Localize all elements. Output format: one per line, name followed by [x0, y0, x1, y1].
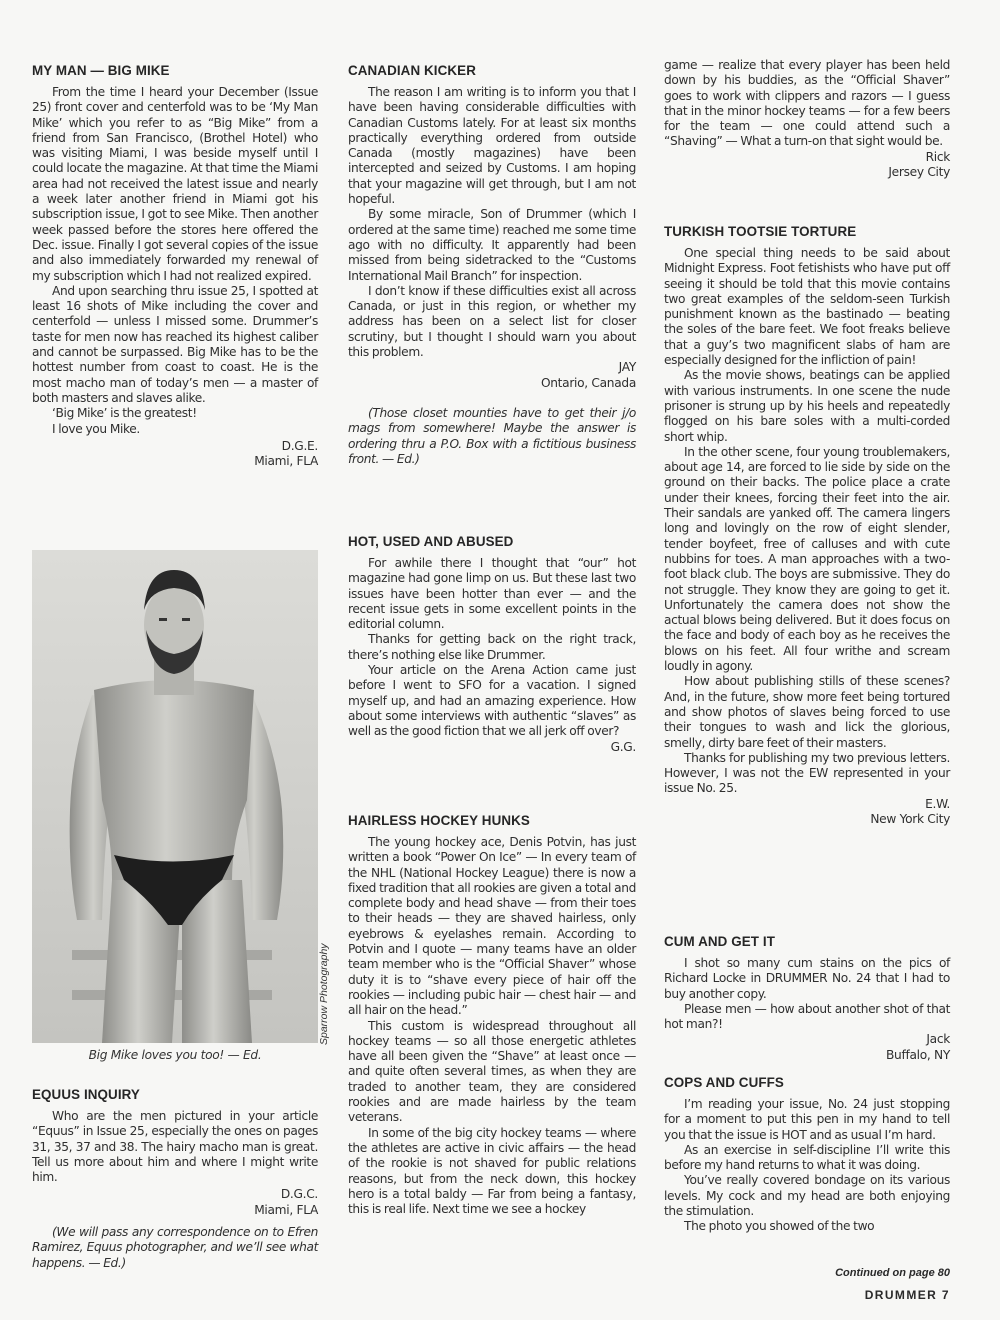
- letter-paragraph: Please men — how about another shot of that hot man?!: [664, 1001, 950, 1032]
- photo-caption-wrap: [32, 1048, 318, 1062]
- letter-paragraph: Your article on the Arena Action came just before I went to SFO for a vacation. I signed myself up, and had an amazing experience. How about some interviews with authentic “slaves” as well as the good fiction that we all jerk off over?: [348, 663, 636, 739]
- letter-paragraph: From the time I heard your December (Issue 25) front cover and centerfold was to be ‘My Man Mike’ which you refer to as “Big Mike” from a friend from San Francisco, (Brothel Hotel) who was visiting Miami, I was beside myself until I could locate the magazine. At that time the Miami area had not received the latest issue and nearly a week later another friend in Miami got his subscription issue, I got to see Mike. Then another week passed before the stores here offered the Dec. issue. Finally I got several copies of the issue and also immediately forwarded my renewal of my subscription which I had not realized expired.: [32, 85, 318, 283]
- letter-signature: Jack: [926, 1032, 950, 1047]
- letter-signature: G.G.: [610, 739, 636, 754]
- eye: [159, 618, 167, 621]
- letter-signature: JAY: [618, 360, 636, 375]
- letter-paragraph: The young hockey ace, Denis Potvin, has just written a book “Power On Ice” — In every team of the NHL (National Hockey League) there is now a fixed tradition that all rookies are given a total and complete body and head shave — from their toes to their heads — they are shaved hairless, only eyebrows & eyelashes remain. According to Potvin and I quote — many teams have an older team member who is the “Official Shaver” whose duty it is to “shave every piece of hair off the rookies — including pubic hair — chest hair — and all hair on the head.”: [348, 835, 636, 1018]
- letter-paragraph: The photo you showed of the two: [684, 1219, 875, 1234]
- letter-hot-used-and-abused: [348, 534, 636, 755]
- letter-paragraph: You’ve really covered bondage on its various levels. My cock and my head are both enjoying the stimulation.: [664, 1173, 950, 1219]
- letter-paragraph: The reason I am writing is to inform you that I have been having considerable difficulties with Canadian Customs lately. For at least six months practically everything ordered from outside Canada (mostly magazines) have been intercepted and seized by Customs. I am hoping that your magazine will get through, but I am not hopeful.: [348, 85, 636, 207]
- letter-paragraph: This custom is widespread throughout all hockey teams — so all those energetic athletes have all been given the “Shave” at least once — and quite often several times, as when they are traded to another team, they are considered rookies and are made hairless by the team veterans.: [348, 1018, 636, 1125]
- letter-paragraph: Who are the men pictured in your article “Equus” in Issue 25, especially the ones on pages 31, 35, 37 and 38. The hairy macho man is great. Tell us more about him and where I might write him.: [32, 1109, 318, 1185]
- letter-paragraph: How about publishing stills of these scenes? And, in the future, show more feet being tortured and show photos of slaves being forced to use their tongues to wash and lick the glorious, smelly, dirty bare feet of their masters.: [664, 674, 950, 750]
- letter-cum-and-get-it: [664, 934, 950, 1063]
- letter-paragraph: One special thing needs to be said about Midnight Express. Foot fetishists who have put off seeing it should be told that this movie contains two great examples of the seldom-seen Turkish punishment known as the bastinado — beating the soles of the bare feet. We foot freaks believe that a guy’s two magnificent slabs of ham are especially designed for the infliction of pain!: [664, 246, 950, 368]
- letter-paragraph: And upon searching thru issue 25, I spotted at least 16 shots of Mike including the cover and centerfold — unless I missed some. Drummer’s taste for men now has reached its highest caliber and cannot be surpassed. Big Mike has to be the hottest number from coast to coast. He is the most macho man of today’s men — a master of both masters and slaves alike.: [32, 283, 318, 405]
- letter-heading: HOT, USED AND ABUSED: [348, 534, 514, 549]
- continued-on-page: Continued on page 80: [835, 1267, 950, 1279]
- letter-heading: HAIRLESS HOCKEY HUNKS: [348, 813, 530, 828]
- letter-paragraph: I’m reading your issue, No. 24 just stopping for a moment to put this pen in my hand to tell you that the issue is HOT and as usual I’m hard.: [664, 1097, 950, 1142]
- letter-paragraph: For awhile there I thought that “our” hot magazine had gone limp on us. But these last two issues have been hotter than ever — and the recent issue gets in some excellent points in the editorial column.: [348, 556, 636, 632]
- letter-paragraph: Thanks for getting back on the right track, there’s nothing else like Drummer.: [348, 632, 636, 662]
- letter-signature: E.W.: [925, 796, 950, 811]
- torso: [94, 680, 254, 880]
- letter-paragraph: I love you Mike.: [52, 421, 140, 436]
- letter-signature: D.G.E.: [281, 438, 318, 453]
- editor-note: (Those closet mounties have to get their j/o mags from somewhere! Maybe the answer is ordering thru a P.O. Box with a fictitious business front. — Ed.): [348, 405, 636, 466]
- letter-location: Buffalo, NY: [886, 1047, 950, 1062]
- page-folio: DRUMMER 7: [864, 1288, 950, 1302]
- photo-caption: Big Mike loves you too! — Ed.: [88, 1048, 262, 1062]
- big-mike-photo: [32, 550, 318, 1043]
- letter-hairless-hockey-hunks: [348, 813, 636, 1217]
- letter-paragraph: As an exercise in self-discipline I’ll write this before my hand returns to what it was doing.: [664, 1142, 950, 1173]
- letter-signature: D.G.C.: [280, 1187, 318, 1202]
- letter-heading: MY MAN — BIG MIKE: [32, 63, 170, 78]
- letter-location: Ontario, Canada: [540, 375, 636, 390]
- letter-location: Miami, FLA: [254, 454, 318, 469]
- letter-cops-and-cuffs: [664, 1075, 950, 1235]
- letter-paragraph: In the other scene, four young troublemakers, about age 14, are forced to lie side by side on the ground on their backs. The police place a crate under their knees, forcing their feet into the air. Their sandals are yanked off. The camera lingers long and lovingly on the row of eight slender, tender boyfeet, free of calluses and with cute nubbins for toes. A man approaches with a two-foot black club. The boys are submissive. They do not struggle. They know they are going to get it. Unfortunately the camera does not show the actual blows being delivered. But it does focus on the face and body of each boy as he receives the blows on his feet. All four writhe and scream loudly in agony.: [664, 444, 950, 674]
- letter-location: New York City: [870, 811, 950, 826]
- letter-paragraph: As the movie shows, beatings can be applied with various instruments. In one scene the nude prisoner is strung up by his heels and repeatedly flogged on his bare soles with a multi-corded short whip.: [664, 368, 950, 444]
- photo-credit: Sparrow Photography: [318, 943, 330, 1045]
- letter-paragraph: ‘Big Mike’ is the greatest!: [52, 406, 197, 421]
- letter-paragraph: I don’t know if these difficulties exist all across Canada, or just in this region, or whether my address has been on a select list for closer scrutiny, but I thought I should warn you about this problem.: [348, 283, 636, 360]
- editor-note: (We will pass any correspondence on to Efren Ramirez, Equus photographer, and we’ll see what happens. — Ed.): [32, 1225, 318, 1270]
- letter-paragraph: I shot so many cum stains on the pics of Richard Locke in DRUMMER No. 24 that I had to buy another copy.: [664, 956, 950, 1001]
- letter-paragraph: game — realize that every player has been held down by his buddies, as the “Official Shaver” goes to work with clippers and razors — I guess that in the minor hockey teams — for a few beers for the team — one could attend such a “Shaving” — What a turn-on that sight would be.: [664, 58, 950, 149]
- letter-paragraph: Thanks for publishing my two previous letters. However, I was not the EW represented in your issue No. 25.: [664, 750, 950, 796]
- letter-turkish-tootsie-torture: [664, 224, 950, 827]
- photo-illustration: [32, 550, 318, 1043]
- letter-heading: CUM AND GET IT: [664, 934, 775, 949]
- letter-paragraph: In some of the big city hockey teams — where the athletes are active in civic affairs — the head of the rookie is not shaved for public relations reasons, but from the neck down, this hockey hero is a total baldy — Far from being a fantasy, this is real life. Next time we see a hockey: [348, 1125, 636, 1217]
- eye: [182, 618, 190, 621]
- letter-location: Miami, FLA: [254, 1202, 318, 1217]
- letter-my-man-big-mike: [32, 63, 318, 469]
- letter-equus-inquiry: [32, 1087, 318, 1271]
- letter-canadian-kicker: [348, 63, 636, 467]
- letter-heading: CANADIAN KICKER: [348, 63, 476, 78]
- letter-paragraph: By some miracle, Son of Drummer (which I ordered at the same time) reached me some time ago with no difficulty. It apparently had been missed from being sidetracked to the “Customs International Mail Branch” for inspection.: [348, 207, 636, 283]
- letter-heading: TURKISH TOOTSIE TORTURE: [664, 224, 857, 239]
- letter-signature: Rick: [925, 149, 950, 164]
- letter-location: Jersey City: [888, 165, 950, 180]
- letter-heading: EQUUS INQUIRY: [32, 1087, 140, 1102]
- letter-hockey-continued: [664, 58, 950, 180]
- letter-heading: COPS AND CUFFS: [664, 1075, 784, 1090]
